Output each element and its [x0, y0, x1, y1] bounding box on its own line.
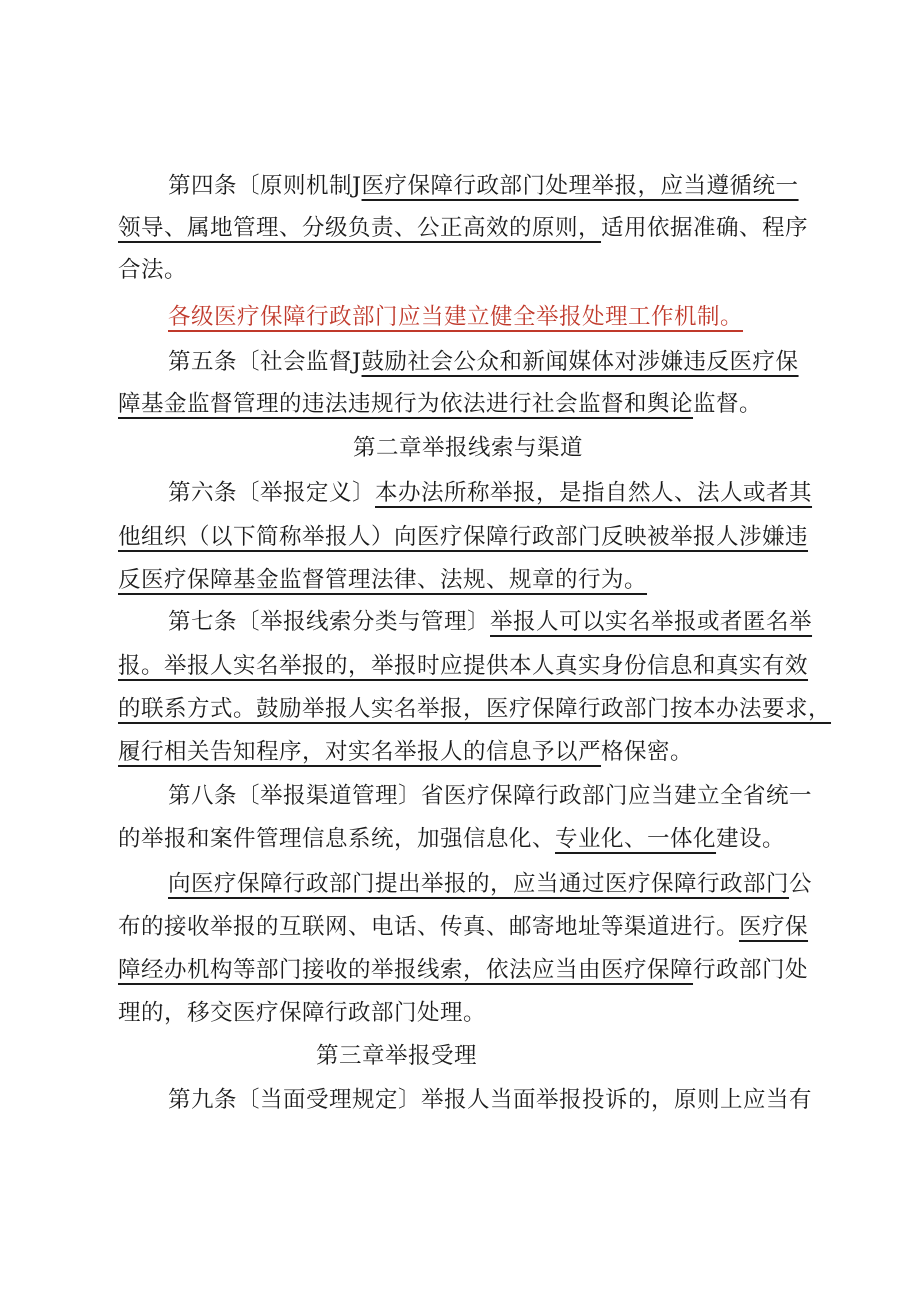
article-7-text-end: 格保密。 — [601, 739, 694, 765]
article-7-text-4: 履行相关告知程序，对实名举报人的信息予以严 — [118, 739, 602, 765]
article-4-line-3 — [118, 254, 187, 286]
article-7-line-4 — [118, 736, 693, 768]
article-8-line-4 — [118, 911, 808, 943]
article-7-line-1 — [168, 606, 812, 638]
article-8-text-5a: 障经办机构等部门接收的举报线索，依法应当由医疗保障 — [118, 957, 694, 983]
article-8-text-2c: 建设。 — [716, 826, 786, 852]
article-9-line-1 — [168, 1084, 812, 1116]
article-8-text-3a: 向医疗保障行政部门提出举报的，应当通过医疗保障行政部门 — [168, 871, 790, 897]
article-7-text-3: 的联系方式。鼓励举报人实名举报，医疗保障行政部门按本办法要求， — [118, 696, 832, 722]
article-6-line-3 — [118, 564, 647, 596]
article-5-text-underlined: 障基金监督管理的违法违规行为依法进行社会监督和舆论 — [118, 391, 694, 417]
article-8-text-4a: 布的接收举报的互联网、电话、传真、邮寄地址等渠道进行。 — [118, 914, 740, 940]
article-4-red-sentence: 各级医疗保障行政部门应当建立健全举报处理工作机制。 — [168, 304, 744, 330]
article-8-line-3 — [168, 868, 812, 900]
article-4-text-underlined: 领导、属地管理、分级负责、公正高效的原则， — [118, 215, 602, 241]
article-8-text-6: 理的，移交医疗保障行政部门处理。 — [118, 1000, 487, 1026]
article-6-line-2 — [118, 521, 808, 553]
article-8-line-5 — [118, 954, 808, 986]
article-4-line-2 — [118, 212, 808, 244]
article-6-text-3: 反医疗保障基金监督管理法律、法规、规章的行为。 — [118, 567, 648, 593]
article-7-line-2 — [118, 650, 808, 682]
chapter-2-title: 第二章举报线索与渠道 — [353, 435, 584, 461]
article-7-text: 举报人可以实名举报或者匿名举 — [490, 609, 813, 635]
chapter-2-heading — [353, 432, 583, 464]
article-5-line-1 — [168, 346, 799, 378]
article-8-text-1: 第八条〔举报渠道管理〕省医疗保障行政部门应当建立全省统一 — [168, 783, 813, 809]
article-8-text-4b: 医疗保 — [739, 914, 809, 940]
article-8-text-2a: 的举报和案件管理信息系统，加强信息化、 — [118, 826, 556, 852]
article-5-title: 第五条〔社会监督J — [168, 349, 362, 375]
chapter-3-title: 第三章举报受理 — [316, 1043, 478, 1069]
chapter-3-heading — [316, 1040, 477, 1072]
article-6-text-2: 他组织（以下简称举报人）向医疗保障行政部门反映被举报人涉嫌违 — [118, 524, 809, 550]
article-4-line-1 — [168, 170, 799, 202]
article-8-text-2b: 专业化、一体化 — [555, 826, 717, 852]
article-8-text-3b: 公 — [789, 871, 813, 897]
article-5-text-end: 监督。 — [693, 391, 763, 417]
article-6-text: 本办法所称举报，是指自然人、法人或者其 — [375, 480, 813, 506]
article-9-text-1: 第九条〔当面受理规定〕举报人当面举报投诉的，原则上应当有 — [168, 1087, 813, 1113]
article-8-text-5b: 行政部门处 — [693, 957, 809, 983]
article-6-line-1 — [168, 477, 812, 509]
article-7-text-2: 报。举报人实名举报的，举报时应提供本人真实身份信息和真实有效 — [118, 653, 809, 679]
article-7-line-3 — [118, 693, 831, 725]
article-8-line-2 — [118, 823, 785, 855]
article-4-text: 医疗保障行政部门处理举报，应当遵循统一 — [361, 173, 799, 199]
article-8-line-6 — [118, 997, 486, 1029]
article-4-line-4 — [168, 301, 743, 333]
article-5-text: 鼓励社会公众和新闻媒体对涉嫌违反医疗保 — [361, 349, 799, 375]
article-7-title: 第七条〔举报线索分类与管理〕 — [168, 609, 491, 635]
article-5-line-2 — [118, 388, 762, 420]
article-4-text-plain: 适用依据准确、程序 — [601, 215, 809, 241]
article-8-line-1 — [168, 780, 812, 812]
article-6-title: 第六条〔举报定义〕 — [168, 480, 376, 506]
article-4-text-end: 合法。 — [118, 257, 188, 283]
article-4-title: 第四条〔原则机制J — [168, 173, 362, 199]
